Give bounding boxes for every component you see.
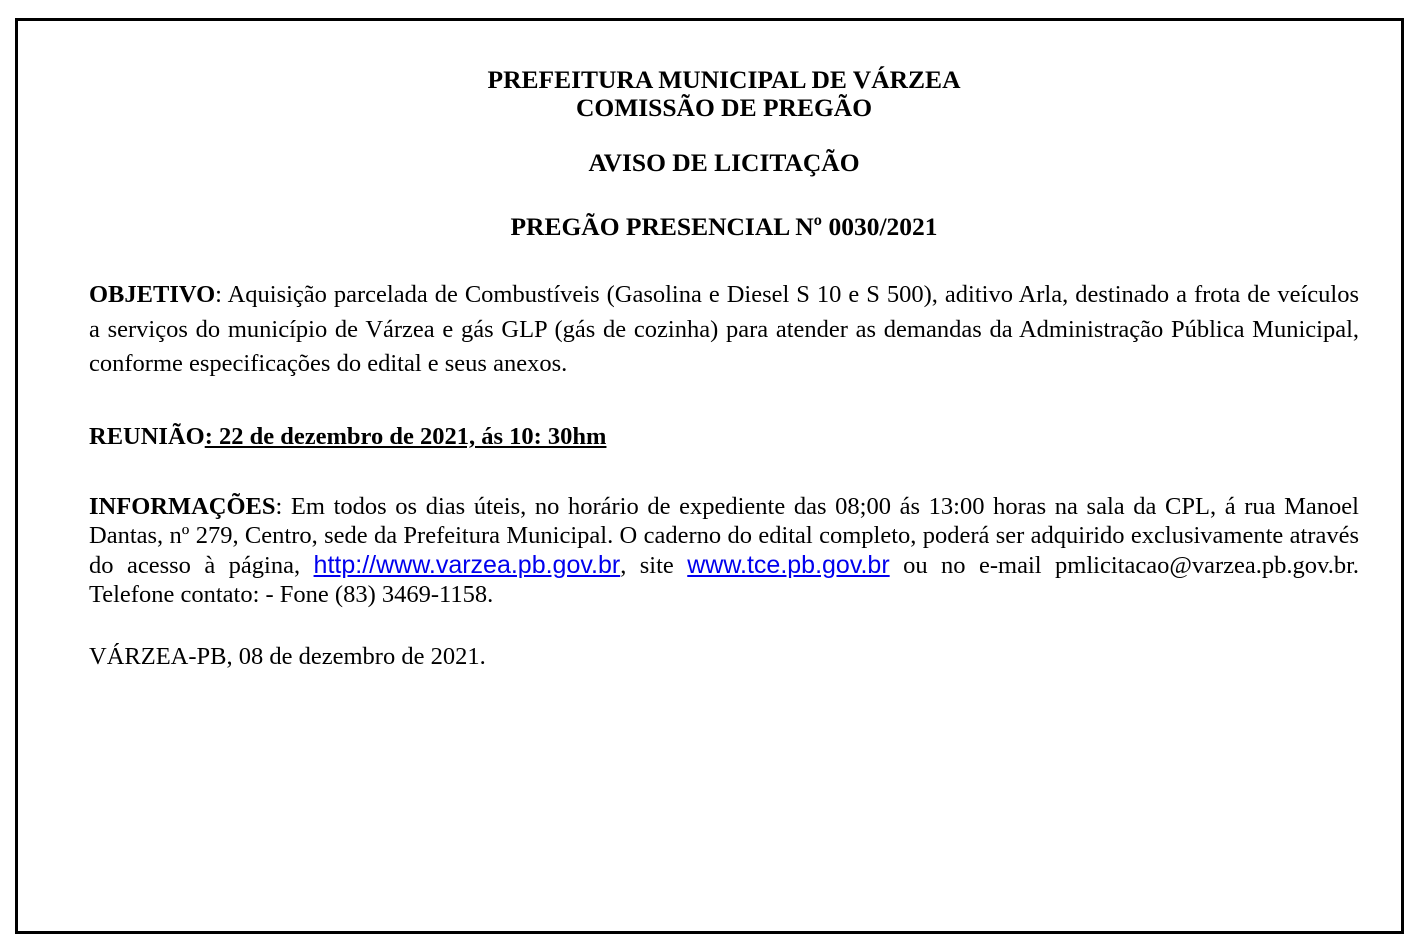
information-text: : Em todos os dias úteis, no horário de expediente das 08;00 ás 13:00 horas na sala da CPL, á rua Manoel Dantas, nº 279, Centro, sede da Prefeitura Municipal. O caderno do edital completo, poderá ser adquirido exclusivamente através do acesso à página, xyxy=(89,492,1359,579)
tce-website-link[interactable]: www.tce.pb.gov.br xyxy=(687,550,890,579)
notice-document xyxy=(89,66,1359,674)
meeting-label: REUNIÃO xyxy=(89,422,205,450)
information-text-between: , site xyxy=(620,551,688,579)
municipality-website-link[interactable]: http://www.varzea.pb.gov.br xyxy=(313,550,621,579)
objective-label: OBJETIVO xyxy=(89,281,216,308)
meeting-datetime: : 22 de dezembro de 2021, ás 10: 30hm xyxy=(204,422,607,450)
objective-paragraph xyxy=(89,278,1359,382)
process-title: PREGÃO PRESENCIAL Nº 0030/2021 xyxy=(510,212,938,241)
header-municipality: PREFEITURA MUNICIPAL DE VÁRZEA xyxy=(487,65,961,94)
meeting-paragraph xyxy=(89,420,1359,454)
information-label: INFORMAÇÕES xyxy=(89,492,276,520)
place-and-date: VÁRZEA-PB, 08 de dezembro de 2021. xyxy=(89,642,486,670)
information-paragraph xyxy=(89,492,1359,610)
header-commission: COMISSÃO DE PREGÃO xyxy=(575,93,873,122)
information-contact-text: ou no e-mail pmlicitacao@varzea.pb.gov.br. Telefone contato: - Fone (83) 3469-1158. xyxy=(89,551,1359,608)
notice-title: AVISO DE LICITAÇÃO xyxy=(588,148,860,177)
objective-text: : Aquisição parcelada de Combustíveis (Gasolina e Diesel S 10 e S 500), aditivo Arla, destinado a frota de veículos a serviços do município de Várzea e gás GLP (gás de cozinha) para atender as demandas da Administração Pública Municipal, conforme especificações do edital e seus anexos. xyxy=(89,281,1359,377)
